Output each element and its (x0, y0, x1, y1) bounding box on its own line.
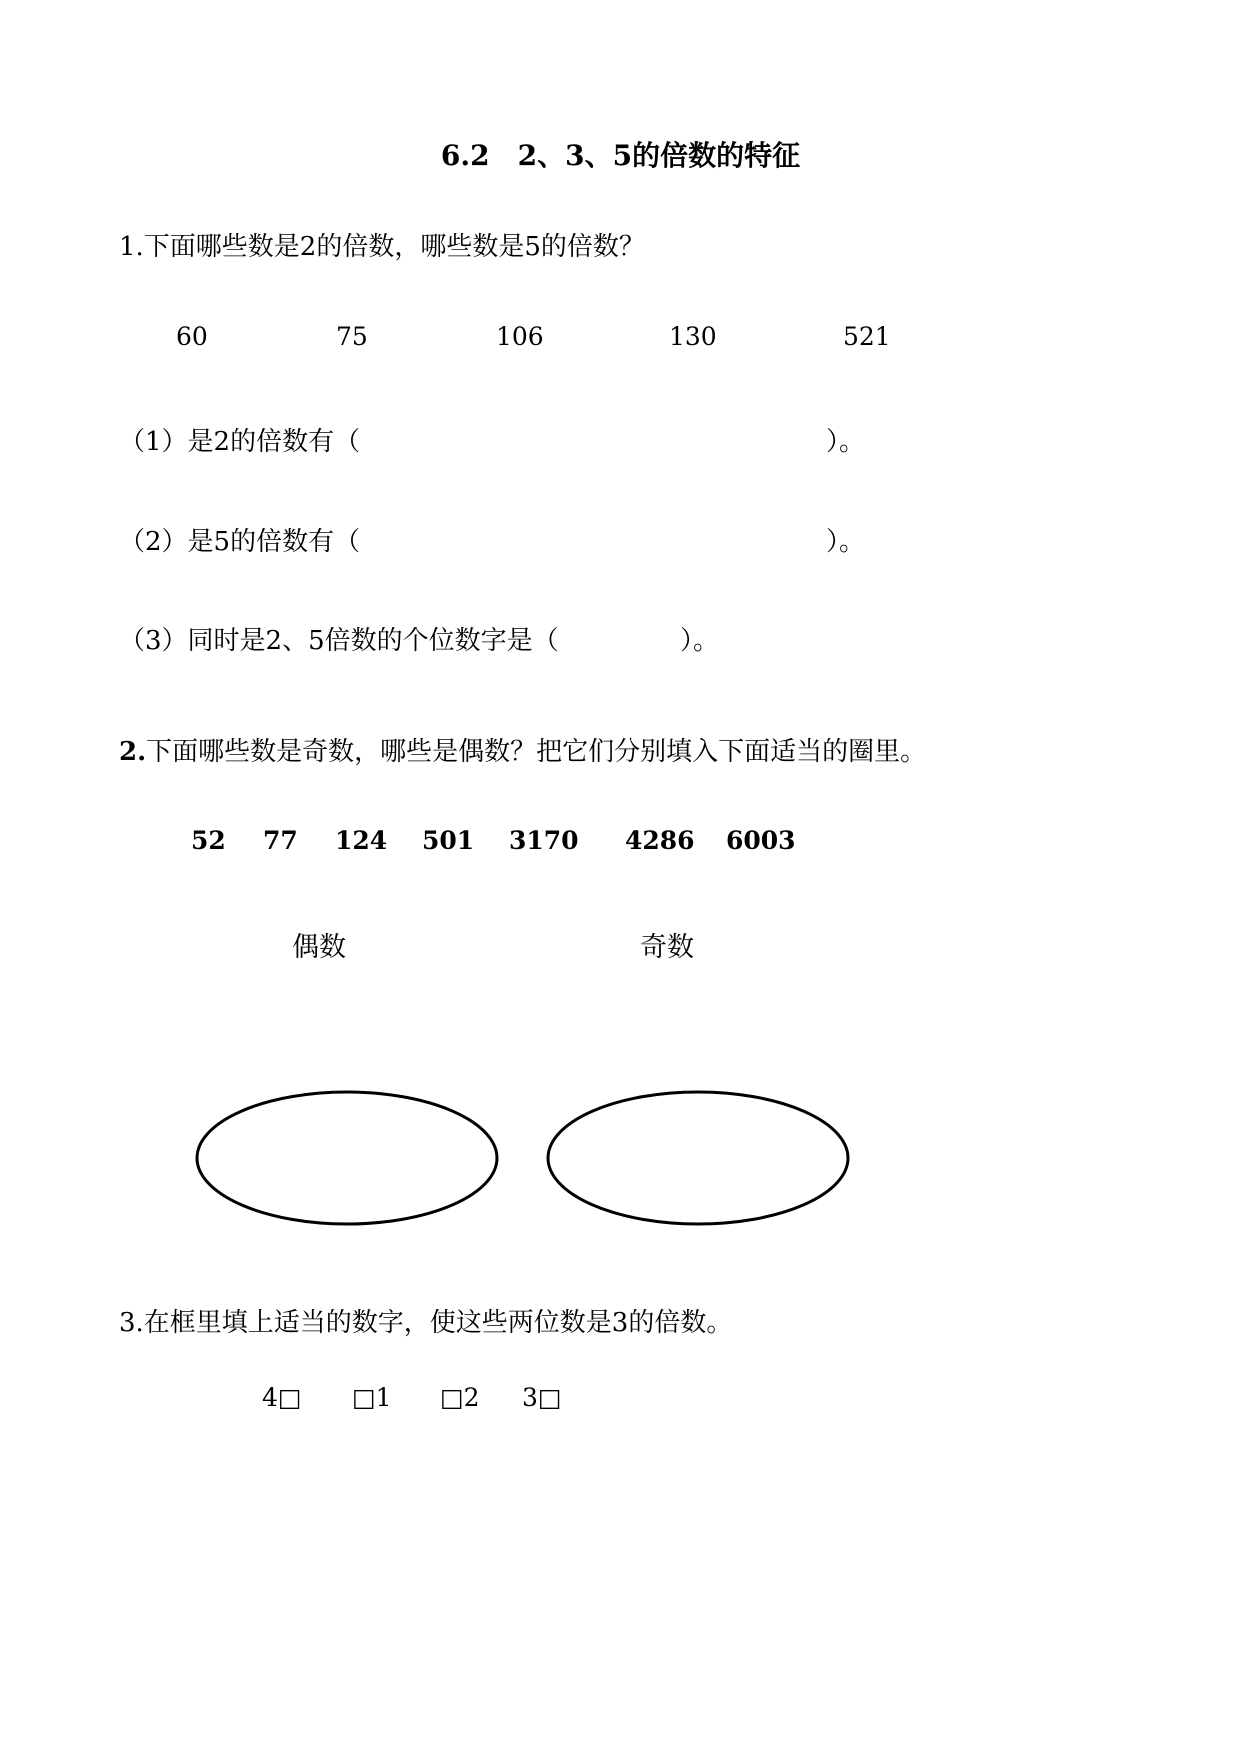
q2-number: 3170 (509, 826, 579, 855)
even-answer-oval (197, 1092, 497, 1224)
q1-sub2-suffix: ）。 (826, 527, 866, 557)
q1-sub3-prefix: （3）同时是2、5倍数的个位数字是（ (119, 626, 559, 656)
question-1-text: 1.下面哪些数是2的倍数，哪些数是5的倍数？ (119, 232, 645, 262)
q1-sub3-suffix: ）。 (680, 626, 720, 656)
question-2-text: 下面哪些数是奇数，哪些是偶数？把它们分别填入下面适当的圈里。 (146, 737, 927, 767)
q2-number: 77 (263, 826, 298, 855)
q1-sub1-prefix: （1）是2的倍数有（ (119, 427, 361, 457)
q1-number: 106 (496, 322, 544, 351)
q2-number: 52 (191, 826, 226, 855)
q3-item: 3□ (522, 1383, 562, 1412)
q2-number: 6003 (726, 826, 796, 855)
question-3-text: 3.在框里填上适当的数字，使这些两位数是3的倍数。 (119, 1308, 733, 1338)
question-2-number: 2. (119, 737, 147, 767)
q3-item: □2 (440, 1383, 480, 1412)
even-label: 偶数 (292, 932, 346, 963)
q3-item: 4□ (262, 1383, 302, 1412)
q1-number: 130 (669, 322, 717, 351)
odd-answer-oval (548, 1092, 848, 1224)
odd-label: 奇数 (640, 932, 694, 963)
q1-number: 521 (843, 322, 891, 351)
q2-number: 124 (335, 826, 388, 855)
q1-sub1-suffix: ）。 (826, 427, 866, 457)
q2-number: 501 (422, 826, 475, 855)
q2-number: 4286 (625, 826, 695, 855)
q3-item: □1 (352, 1383, 392, 1412)
page-title: 6.2 2、3、5的倍数的特征 (440, 139, 801, 172)
q1-number: 60 (176, 322, 208, 351)
q1-sub2-prefix: （2）是5的倍数有（ (119, 527, 361, 557)
q1-number: 75 (336, 322, 368, 351)
